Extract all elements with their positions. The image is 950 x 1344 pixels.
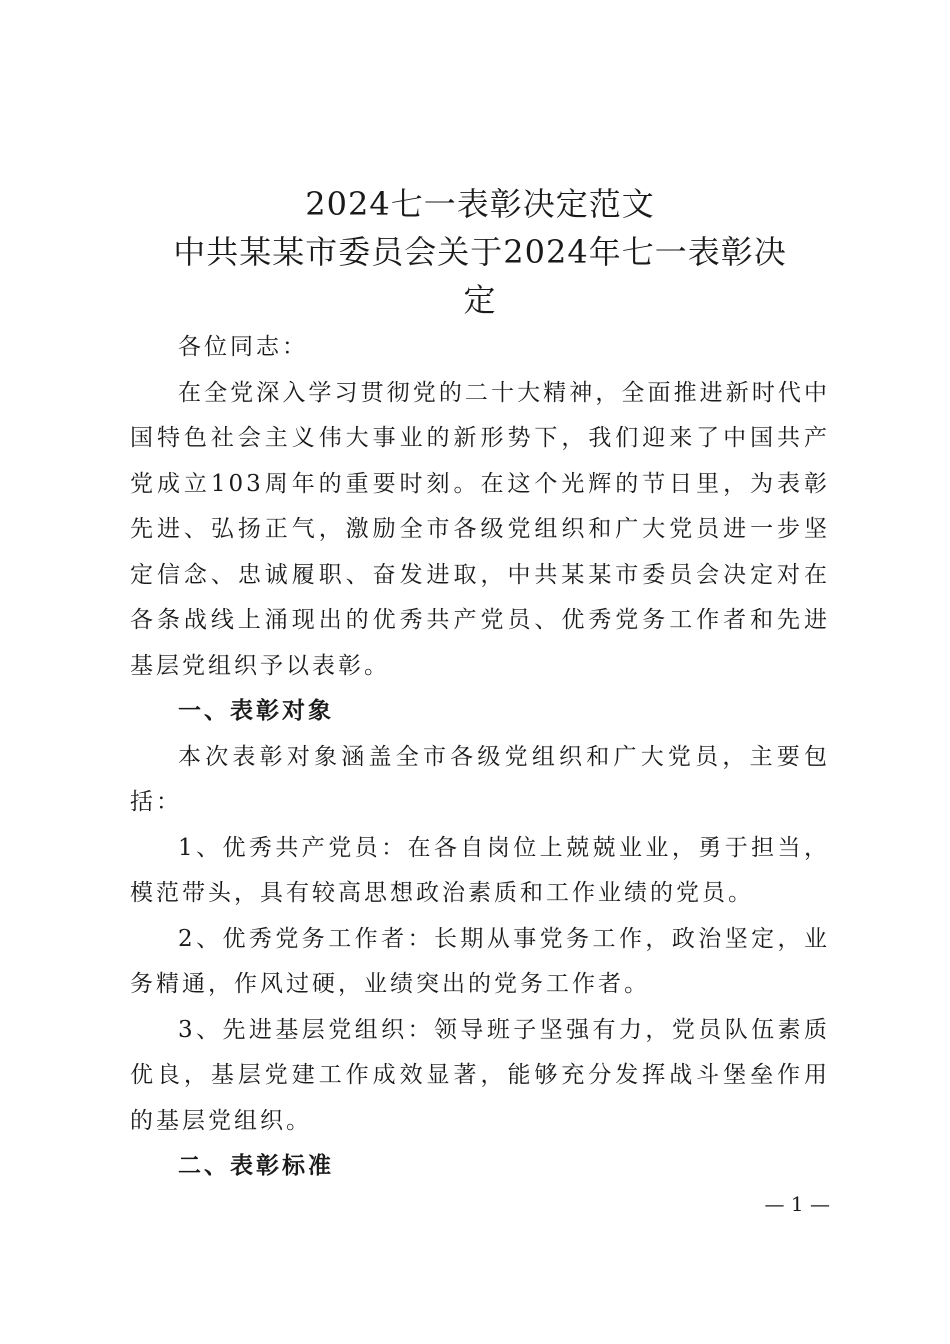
- section2-heading: 二、表彰标准: [178, 1153, 334, 1179]
- title-line-3: 定: [463, 281, 497, 319]
- section1-item-2: 2、优秀党务工作者：长期从事党务工作，政治坚定，业务精通，作风过硬，业绩突出的党务工作者。: [130, 925, 830, 997]
- document-title: [130, 180, 830, 324]
- salutation: 各位同志：: [178, 334, 308, 360]
- intro-paragraph: 在全党深入学习贯彻党的二十大精神，全面推进新时代中国特色社会主义伟大事业的新形势下，我们迎来了中国共产党成立103周年的重要时刻。在这个光辉的节日里，为表彰先进、弘扬正气，激励全市各级党组织和广大党员进一步坚定信念、忠诚履职、奋发进取，中共某某市委员会决定对在各条战线上涌现出的优秀共产党员、优秀党务工作者和先进基层党组织予以表彰。: [130, 379, 830, 679]
- title-line-1: 2024七一表彰决定范文: [305, 185, 655, 223]
- section1-heading: 一、表彰对象: [178, 698, 334, 724]
- page-number: — 1 —: [764, 1192, 830, 1216]
- section1-item-1: 1、优秀共产党员：在各自岗位上兢兢业业，勇于担当，模范带头，具有较高思想政治素质和工作业绩的党员。: [130, 834, 830, 906]
- section1-intro: 本次表彰对象涵盖全市各级党组织和广大党员，主要包括：: [130, 743, 830, 815]
- document-body: [130, 325, 830, 1190]
- section1-item-3: 3、先进基层党组织：领导班子坚强有力，党员队伍素质优良，基层党建工作成效显著，能够充分发挥战斗堡垒作用的基层党组织。: [130, 1016, 830, 1134]
- title-line-2: 中共某某市委员会关于2024年七一表彰决: [173, 233, 787, 271]
